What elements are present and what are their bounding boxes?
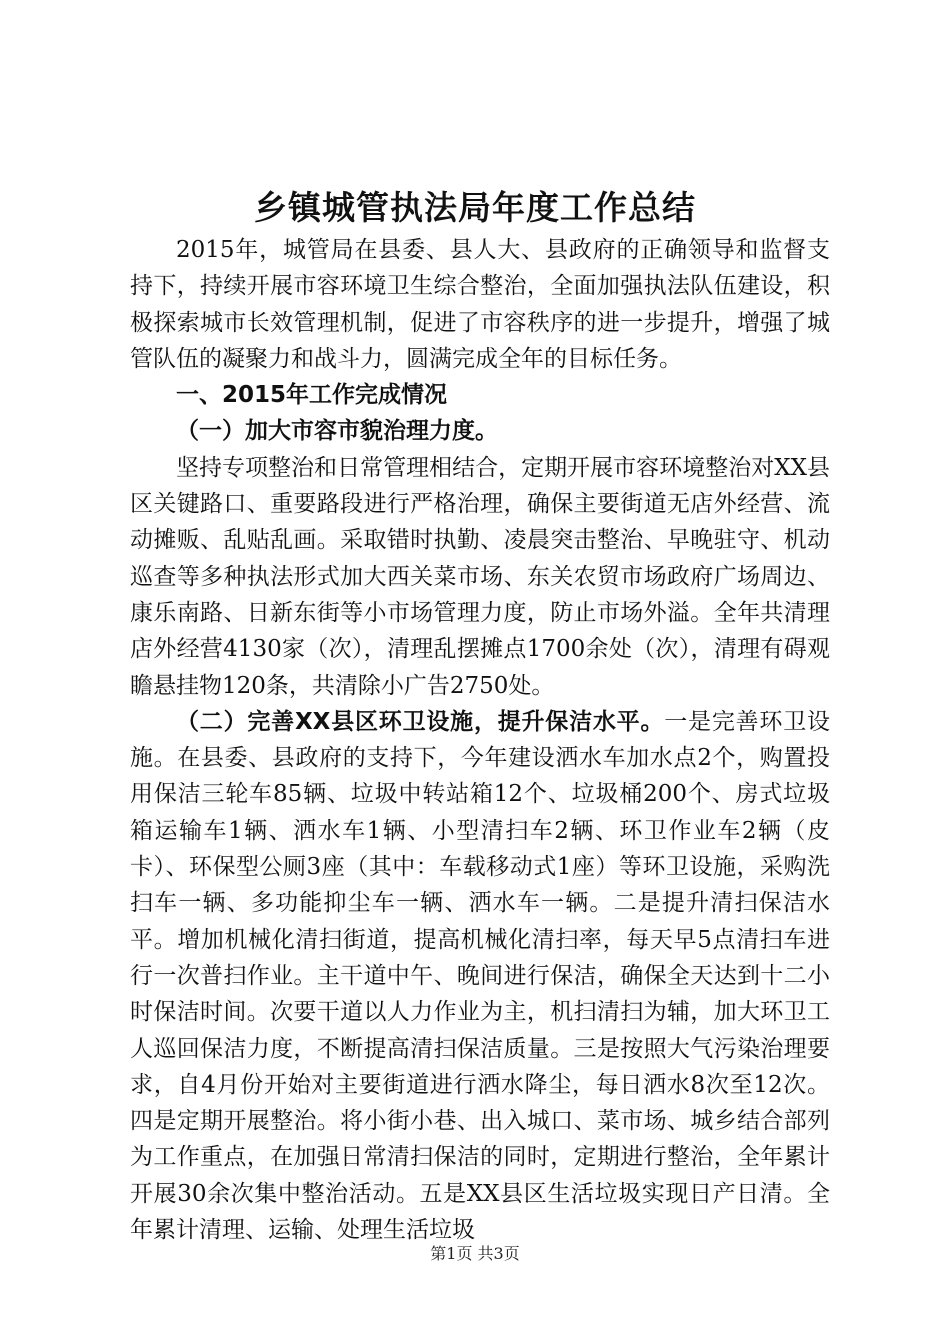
page-footer: 第1页 共3页 <box>430 1244 520 1263</box>
subsection-heading: （二）完善XX县区环卫设施，提升保洁水平。 <box>176 708 665 735</box>
subsection-heading: （一）加大市容市貌治理力度。 <box>176 418 498 445</box>
intro-paragraph: 2015年，城管局在县委、县人大、县政府的正确领导和监督支持下，持续开展市容环境卫生综合整治，全面加强执法队伍建设，积极探索城市长效管理机制，促进了市容秩序的进一步提升，增强了城管队伍的凝聚力和战斗力，圆满完成全年的目标任务。 <box>130 237 830 372</box>
subsection-paragraph: 坚持专项整治和日常管理相结合，定期开展市容环境整治对XX县区关键路口、重要路段进行严格治理，确保主要街道无店外经营、流动摊贩、乱贴乱画。采取错时执勤、凌晨突击整治、早晚驻守、机动巡查等多种执法形式加大西关菜市场、东关农贸市场政府广场周边、康乐南路、日新东街等小市场管理力度，防止市场外溢。全年共清理店外经营4130家（次），清理乱摆摊点1700余处（次），清理有碍观瞻悬挂物120条，共清除小广告2750处。 <box>130 454 830 699</box>
subsection-text: 一是完善环卫设施。在县委、县政府的支持下，今年建设洒水车加水点2个，购置投用保洁三轮车85辆、垃圾中转站箱12个、垃圾桶200个、房式垃圾箱运输车1辆、洒水车1辆、小型清扫车2辆、环卫作业车2辆（皮卡）、环保型公厕3座（其中：车载移动式1座）等环卫设施，采购洗扫车一辆、多功能抑尘车一辆、洒水车一辆。二是提升清扫保洁水平。增加机械化清扫街道，提高机械化清扫率，每天早5点清扫车进行一次普扫作业。主干道中午、晚间进行保洁，确保全天达到十二小时保洁时间。次要干道以人力作业为主，机扫清扫为辅，加大环卫工人巡回保洁力度，不断提高清扫保洁质量。三是按照大气污染治理要求，自4月份开始对主要街道进行洒水降尘，每日洒水8次至12次。四是定期开展整治。将小街小巷、出入城口、菜市场、城乡结合部列为工作重点，在加强日常清扫保洁的同时，定期进行整治，全年累计开展30余次集中整治活动。五是XX县区生活垃圾实现日产日清。全年累计清理、运输、处理生活垃圾 <box>130 708 831 1244</box>
subsection-paragraph-with-heading <box>130 704 830 1248</box>
section-heading: 一、2015年工作完成情况 <box>176 382 448 409</box>
document-title: 乡镇城管执法局年度工作总结 <box>254 188 696 227</box>
document-body <box>130 232 830 1248</box>
